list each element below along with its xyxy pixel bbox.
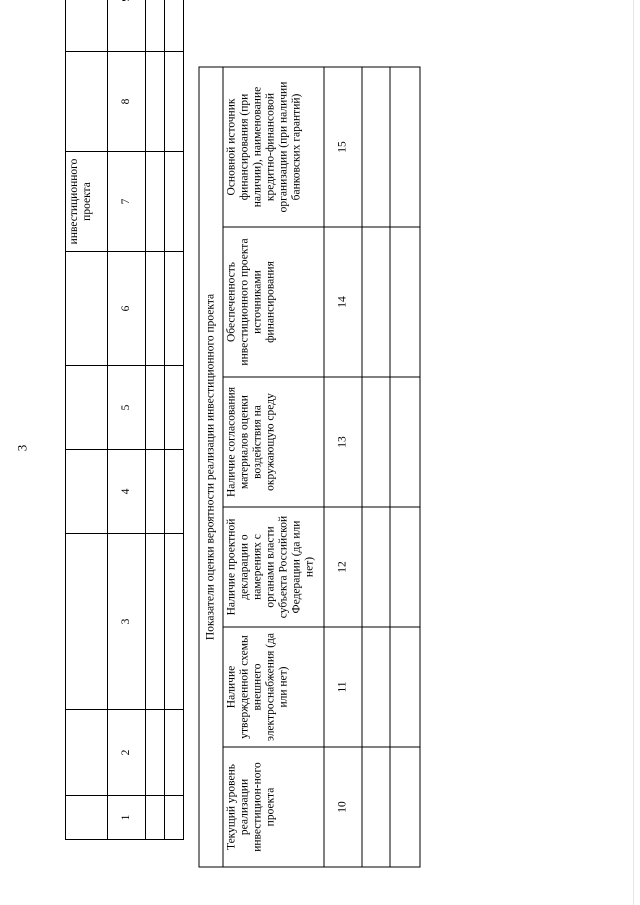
t1-header-c3 [66, 534, 108, 710]
t1-header-c8 [66, 52, 108, 152]
t2-colnum: 15 [324, 67, 362, 227]
t1-empty-cell [165, 252, 184, 366]
t2-empty-cell [390, 377, 420, 507]
t1-header-c5 [66, 366, 108, 450]
t1-empty-cell [165, 152, 184, 252]
t1-empty-cell [146, 0, 165, 52]
t1-header-c2 [66, 710, 108, 796]
t1-empty-cell [165, 534, 184, 710]
t1-empty-cell [165, 796, 184, 840]
t2-empty-cell [362, 627, 390, 747]
t1-header-c9 [66, 0, 108, 52]
header-financing-sources: Обеспеченность инвестиционного проекта источниками финансирования [223, 227, 324, 377]
t2-empty-cell [362, 227, 390, 377]
t1-colnum: 1 [108, 796, 146, 840]
t1-colnum: 3 [108, 534, 146, 710]
header-main-financing-source: Основной источник финансирования (при наличии), наименование кредитно-финансовой организации (при наличии банковских гарантий) [223, 67, 324, 227]
t1-empty-cell [165, 0, 184, 52]
t1-empty-cell [165, 366, 184, 450]
t2-colnum: 11 [324, 627, 362, 747]
t1-colnum: 6 [108, 252, 146, 366]
t1-colnum [108, 0, 146, 52]
scan-edge-line [633, 0, 634, 905]
t1-empty-cell [146, 252, 165, 366]
t1-empty-cell [146, 710, 165, 796]
t1-empty-cell [146, 366, 165, 450]
header-current-level: Текущий уровень реализации инвестицион-ного проекта [223, 747, 324, 867]
t1-colnum: 5 [108, 366, 146, 450]
header-power-scheme: Наличие утвержденной схемы внешнего электроснабжения (да или нет) [223, 627, 324, 747]
t2-empty-cell [362, 747, 390, 867]
table-group-title: Показатели оценки вероятности реализации инвестиционного проекта [199, 67, 223, 867]
t1-empty-cell [146, 152, 165, 252]
t1-header-c1 [66, 796, 108, 840]
t2-empty-cell [390, 227, 420, 377]
t1-colnum: 8 [108, 52, 146, 152]
t2-empty-cell [362, 377, 390, 507]
t2-empty-cell [390, 747, 420, 867]
t2-empty-cell [362, 67, 390, 227]
t1-header-c7: инвестиционного проекта [66, 152, 108, 252]
t1-empty-cell [165, 450, 184, 534]
t1-colnum: 4 [108, 450, 146, 534]
t2-empty-cell [390, 627, 420, 747]
table-fragment-1 [65, 20, 177, 840]
header-project-declaration: Наличие проектной декларации о намерениях с органами власти субъекта Российской Федерации (да или нет) [223, 507, 324, 627]
t2-colnum: 12 [324, 507, 362, 627]
t2-colnum: 14 [324, 227, 362, 377]
table-indicators [199, 68, 420, 868]
t1-empty-cell [146, 52, 165, 152]
t1-colnum: 7 [108, 152, 146, 252]
t2-colnum: 13 [324, 377, 362, 507]
t1-empty-cell [165, 52, 184, 152]
t1-empty-cell [165, 710, 184, 796]
t1-empty-cell [146, 796, 165, 840]
t1-header-c4 [66, 450, 108, 534]
t2-colnum: 10 [324, 747, 362, 867]
t1-colnum: 2 [108, 710, 146, 796]
t1-header-c6 [66, 252, 108, 366]
t2-empty-cell [362, 507, 390, 627]
page-number: 3 [14, 444, 30, 452]
header-environmental-approval: Наличие согласования материалов оценки воздействия на окружающую среду [223, 377, 324, 507]
t1-empty-cell [146, 450, 165, 534]
t1-empty-cell [146, 534, 165, 710]
t2-empty-cell [390, 507, 420, 627]
t2-empty-cell [390, 67, 420, 227]
